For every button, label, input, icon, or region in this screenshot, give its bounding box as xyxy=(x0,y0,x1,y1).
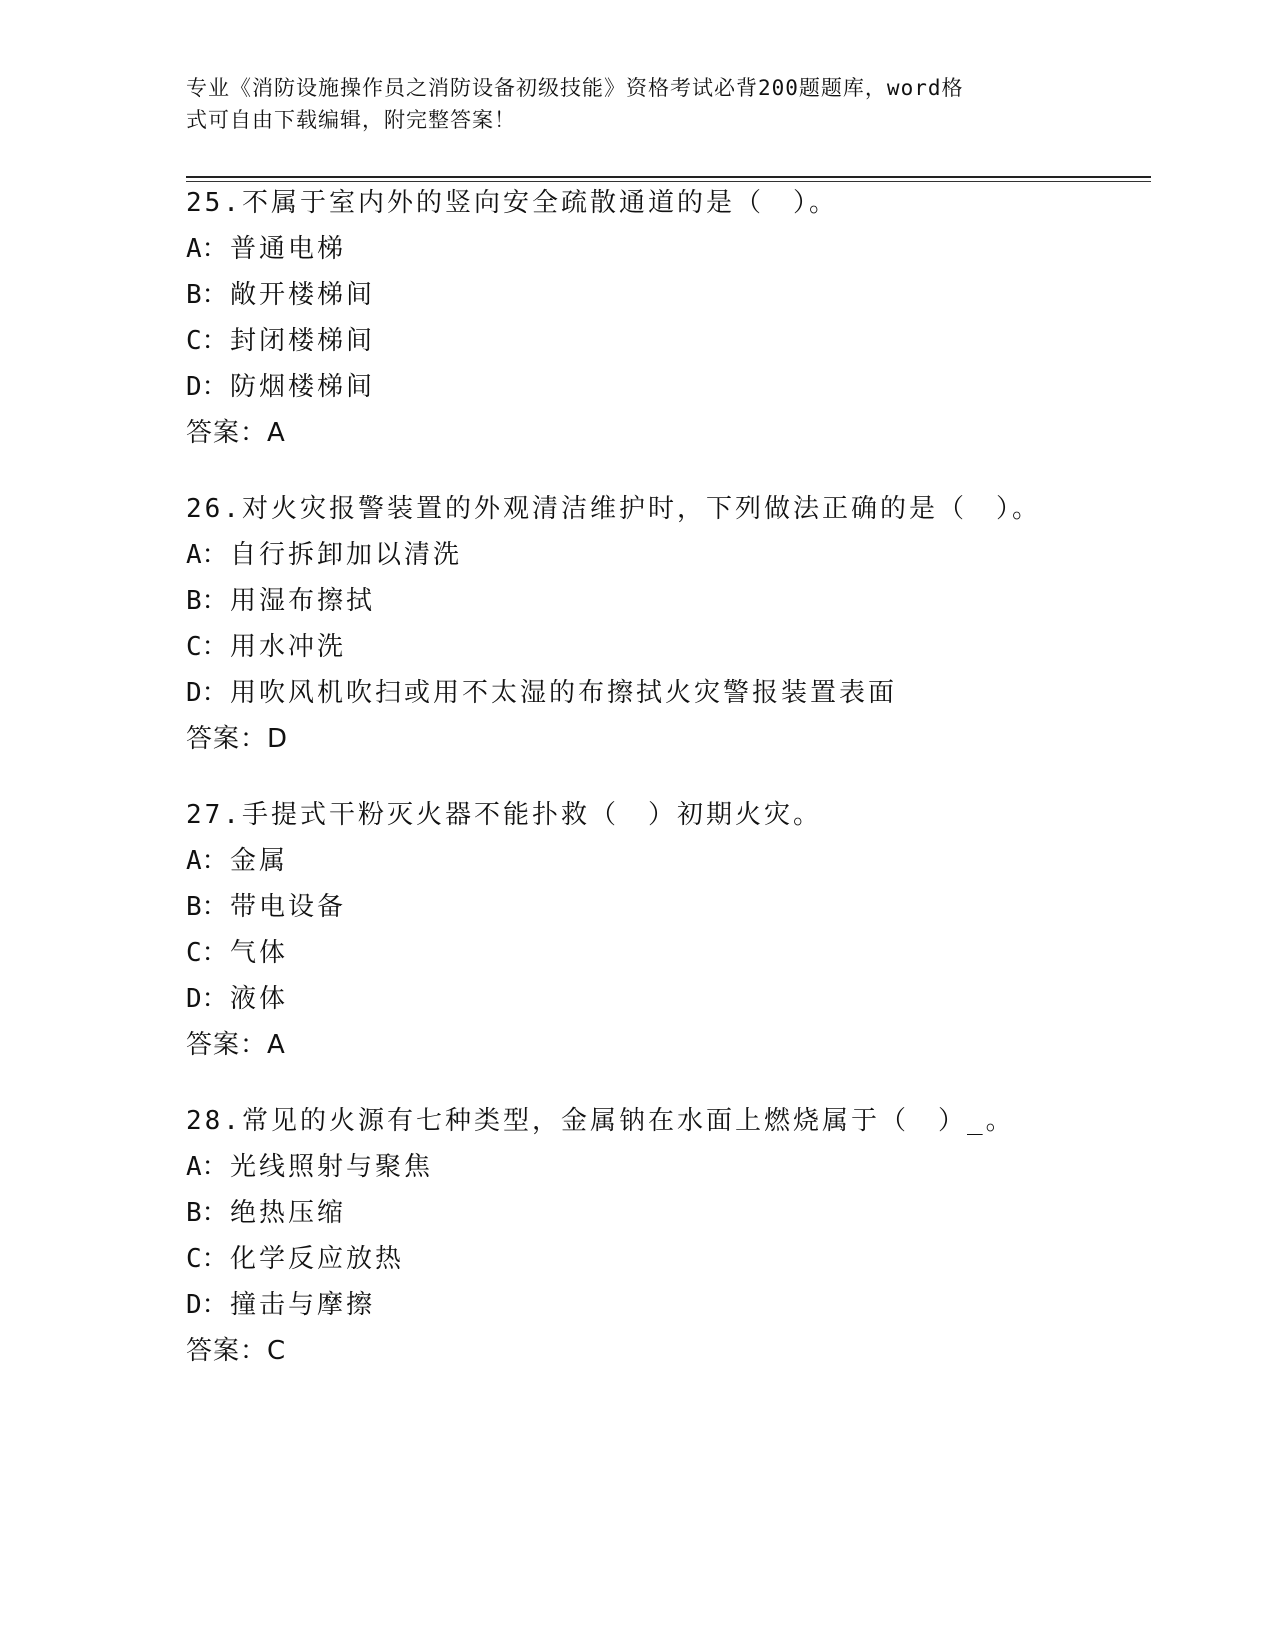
option-c xyxy=(186,624,1146,670)
question-block xyxy=(186,180,1146,456)
header-divider-thick xyxy=(186,176,1151,178)
option-text: 用吹风机吹扫或用不太湿的布擦拭火灾警报装置表面 xyxy=(230,678,898,708)
question-block xyxy=(186,1098,1146,1374)
option-b xyxy=(186,884,1146,930)
question-block xyxy=(186,486,1146,762)
option-text: 撞击与摩擦 xyxy=(230,1290,376,1320)
option-c xyxy=(186,1236,1146,1282)
option-d xyxy=(186,976,1146,1022)
option-text: 普通电梯 xyxy=(230,234,347,264)
option-letter: D： xyxy=(186,678,228,708)
question-stem: 25.不属于室内外的竖向安全疏散通道的是（ ）。 xyxy=(186,188,838,218)
option-letter: A： xyxy=(186,846,228,876)
option-d xyxy=(186,1282,1146,1328)
option-text: 用湿布擦拭 xyxy=(230,586,376,616)
option-c xyxy=(186,318,1146,364)
option-b xyxy=(186,1190,1146,1236)
option-c xyxy=(186,930,1146,976)
option-text: 金属 xyxy=(230,846,289,876)
option-letter: C： xyxy=(186,938,228,968)
option-d xyxy=(186,670,1146,716)
header-line-2: 式可自由下载编辑，附完整答案！ xyxy=(186,108,516,132)
option-letter: B： xyxy=(186,586,228,616)
option-text: 液体 xyxy=(230,984,289,1014)
header-line-1: 专业《消防设施操作员之消防设备初级技能》资格考试必背200题题库，word格 xyxy=(186,76,964,100)
option-letter: B： xyxy=(186,280,228,310)
option-text: 用水冲洗 xyxy=(230,632,347,662)
option-text: 自行拆卸加以清洗 xyxy=(230,540,463,570)
document-header xyxy=(186,72,1066,136)
option-letter: D： xyxy=(186,1290,228,1320)
question-stem: 27.手提式干粉灭火器不能扑救（ ）初期火灾。 xyxy=(186,800,822,830)
answer-line: 答案：D xyxy=(186,724,289,754)
answer-line: 答案：A xyxy=(186,1030,286,1060)
option-letter: C： xyxy=(186,1244,228,1274)
question-block xyxy=(186,792,1146,1068)
option-a xyxy=(186,532,1146,578)
option-text: 绝热压缩 xyxy=(230,1198,347,1228)
option-letter: B： xyxy=(186,892,228,922)
option-letter: D： xyxy=(186,372,228,402)
option-text: 化学反应放热 xyxy=(230,1244,405,1274)
answer-line: 答案：C xyxy=(186,1336,287,1366)
question-stem: 26.对火灾报警装置的外观清洁维护时，下列做法正确的是（ ）。 xyxy=(186,494,1041,524)
option-b xyxy=(186,272,1146,318)
option-text: 带电设备 xyxy=(230,892,347,922)
option-letter: D： xyxy=(186,984,228,1014)
option-letter: A： xyxy=(186,1152,228,1182)
option-text: 敞开楼梯间 xyxy=(230,280,376,310)
option-text: 光线照射与聚焦 xyxy=(230,1152,434,1182)
option-a xyxy=(186,838,1146,884)
answer-line: 答案：A xyxy=(186,418,286,448)
option-b xyxy=(186,578,1146,624)
option-letter: B： xyxy=(186,1198,228,1228)
option-text: 封闭楼梯间 xyxy=(230,326,376,356)
option-text: 气体 xyxy=(230,938,289,968)
option-a xyxy=(186,1144,1146,1190)
question-stem: 28.常见的火源有七种类型，金属钠在水面上燃烧属于（ ）_。 xyxy=(186,1106,1015,1136)
option-letter: A： xyxy=(186,540,228,570)
option-d xyxy=(186,364,1146,410)
option-letter: C： xyxy=(186,326,228,356)
option-letter: A： xyxy=(186,234,228,264)
option-text: 防烟楼梯间 xyxy=(230,372,376,402)
option-a xyxy=(186,226,1146,272)
option-letter: C： xyxy=(186,632,228,662)
